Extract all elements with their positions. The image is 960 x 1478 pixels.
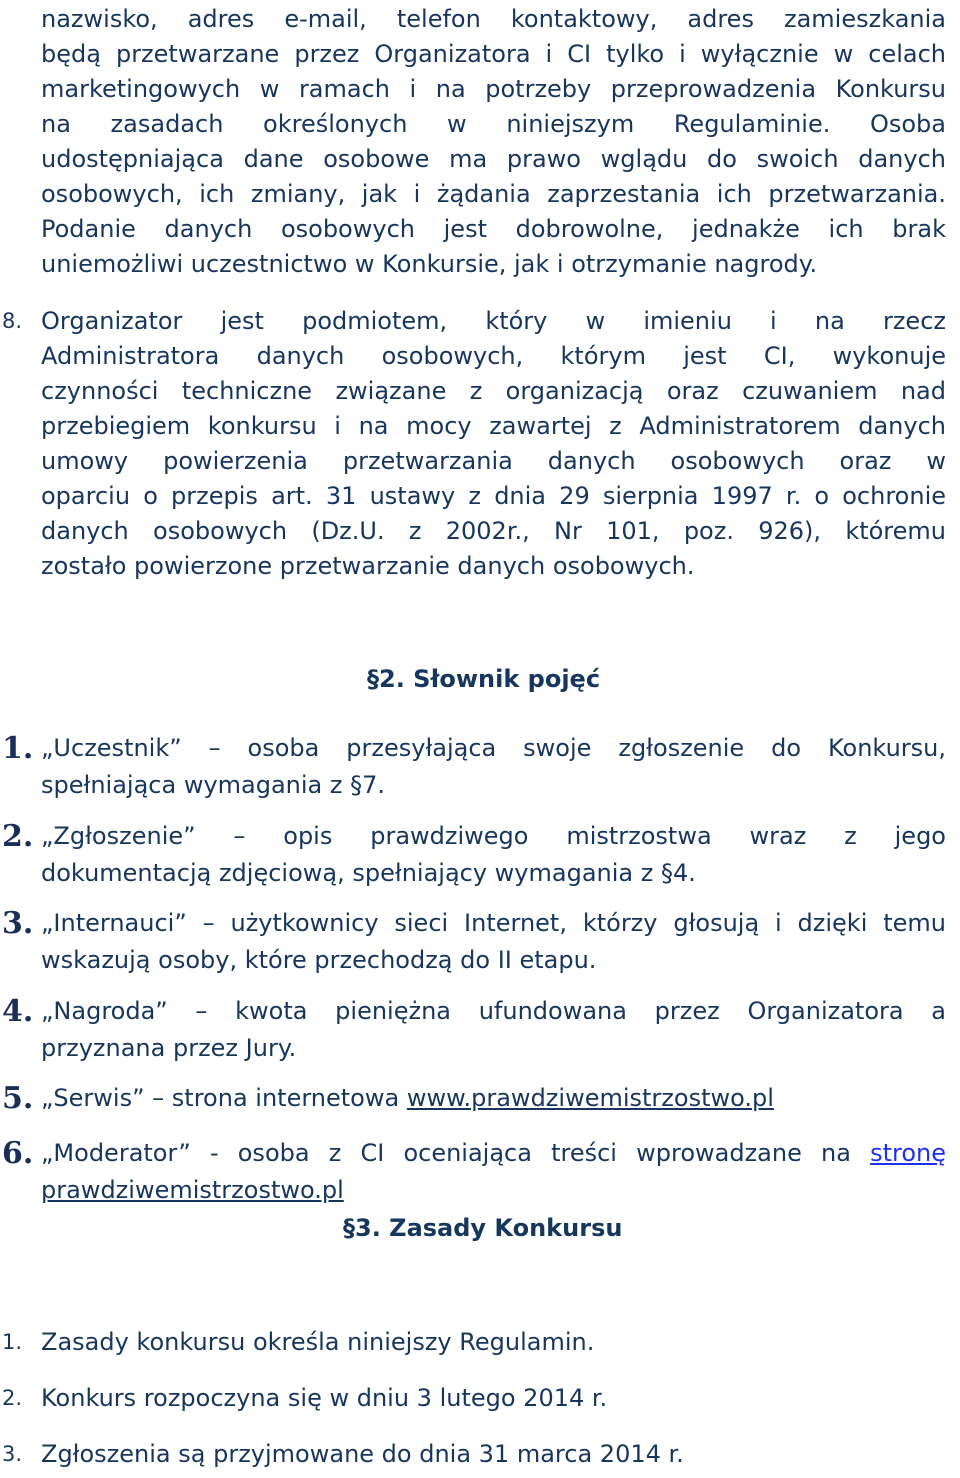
definition-number: 6. — [2, 1136, 34, 1171]
definition-number: 1. — [2, 731, 34, 766]
rule-item — [41, 1437, 946, 1472]
definition-line: wskazują osoby, które przechodzą do II etapu. — [41, 946, 597, 974]
text-line: osobowych, ich zmiany, jak i żądania zaprzestania ich przetwarzania. — [41, 180, 946, 208]
text-line: Administratora danych osobowych, którym jest CI, wykonuje — [41, 342, 946, 370]
rule-item — [41, 1325, 946, 1360]
strone-link[interactable]: stronę — [870, 1139, 946, 1167]
text-line: oparciu o przepis art. 31 ustawy z dnia 29 sierpnia 1997 r. o ochronie — [41, 482, 946, 510]
text-line: udostępniająca dane osobowe ma prawo wglądu do swoich danych — [41, 145, 946, 173]
text-line: przebiegiem konkursu i na mocy zawartej z Administratorem danych — [41, 412, 946, 440]
rule-text: Konkurs rozpoczyna się w dniu 3 lutego 2014 r. — [41, 1384, 608, 1412]
rule-text: Zasady konkursu określa niniejszy Regulamin. — [41, 1328, 595, 1356]
text-line: czynności techniczne związane z organizacją oraz czuwaniem nad — [41, 377, 946, 405]
rule-text: Zgłoszenia są przyjmowane do dnia 31 marca 2014 r. — [41, 1440, 684, 1468]
definition-line: „Nagroda” – kwota pieniężna ufundowana przez Organizatora a — [41, 997, 946, 1025]
definition-line: „Uczestnik” – osoba przesyłająca swoje zgłoszenie do Konkursu, — [41, 734, 946, 762]
definition-text: „Moderator” - osoba z CI oceniająca treści wprowadzane na — [41, 1139, 871, 1167]
definition-line: dokumentacją zdjęciową, spełniający wymagania z §4. — [41, 859, 696, 887]
rule-item — [41, 1381, 946, 1416]
rule-number: 3. — [2, 1442, 23, 1466]
text-line: będą przetwarzane przez Organizatora i CI tylko i wyłącznie w celach — [41, 40, 946, 68]
text-line: Organizator jest podmiotem, który w imieniu i na rzecz — [41, 307, 946, 335]
definition-number: 3. — [2, 906, 34, 941]
text-line: uniemożliwi uczestnictwo w Konkursie, jak i otrzymanie nagrody. — [41, 250, 818, 278]
rule-number: 2. — [2, 1386, 23, 1410]
rule-number: 1. — [2, 1330, 23, 1354]
definition-line: spełniająca wymagania z §7. — [41, 771, 386, 799]
website-link[interactable]: prawdziwemistrzostwo.pl — [41, 1176, 344, 1204]
point-8-number: 8. — [2, 309, 23, 333]
section-2-heading: §2. Słownik pojęć — [367, 665, 601, 693]
definition-line — [41, 1135, 946, 1172]
definition-number: 2. — [2, 819, 34, 854]
text-line: Podanie danych osobowych jest dobrowolne, jednakże ich brak — [41, 215, 946, 243]
definition-number: 4. — [2, 994, 34, 1029]
definition-line: „Internauci” – użytkownicy sieci Internet, którzy głosują i dzięki temu — [41, 909, 946, 937]
definition-line: przyznana przez Jury. — [41, 1034, 297, 1062]
text-line: danych osobowych (Dz.U. z 2002r., Nr 101, poz. 926), któremu — [41, 517, 946, 545]
definition-number: 5. — [2, 1081, 34, 1116]
section-3-heading: §3. Zasady Konkursu — [343, 1214, 623, 1242]
intro-paragraph — [41, 2, 946, 282]
text-line: nazwisko, adres e-mail, telefon kontaktowy, adres zamieszkania — [41, 5, 946, 33]
definition-line — [41, 1080, 946, 1117]
definition-line: „Zgłoszenie” – opis prawdziwego mistrzostwa wraz z jego — [41, 822, 946, 850]
website-link[interactable]: www.prawdziwemistrzostwo.pl — [406, 1084, 774, 1112]
text-line: marketingowych w ramach i na potrzeby przeprowadzenia Konkursu — [41, 75, 946, 103]
text-line: umowy powierzenia przetwarzania danych osobowych oraz w — [41, 447, 946, 475]
point-8-paragraph — [41, 304, 946, 584]
definition-line — [41, 1172, 946, 1209]
text-line: zostało powierzone przetwarzanie danych osobowych. — [41, 552, 695, 580]
definition-text: „Serwis” – strona internetowa — [41, 1084, 407, 1112]
text-line: na zasadach określonych w niniejszym Regulaminie. Osoba — [41, 110, 946, 138]
